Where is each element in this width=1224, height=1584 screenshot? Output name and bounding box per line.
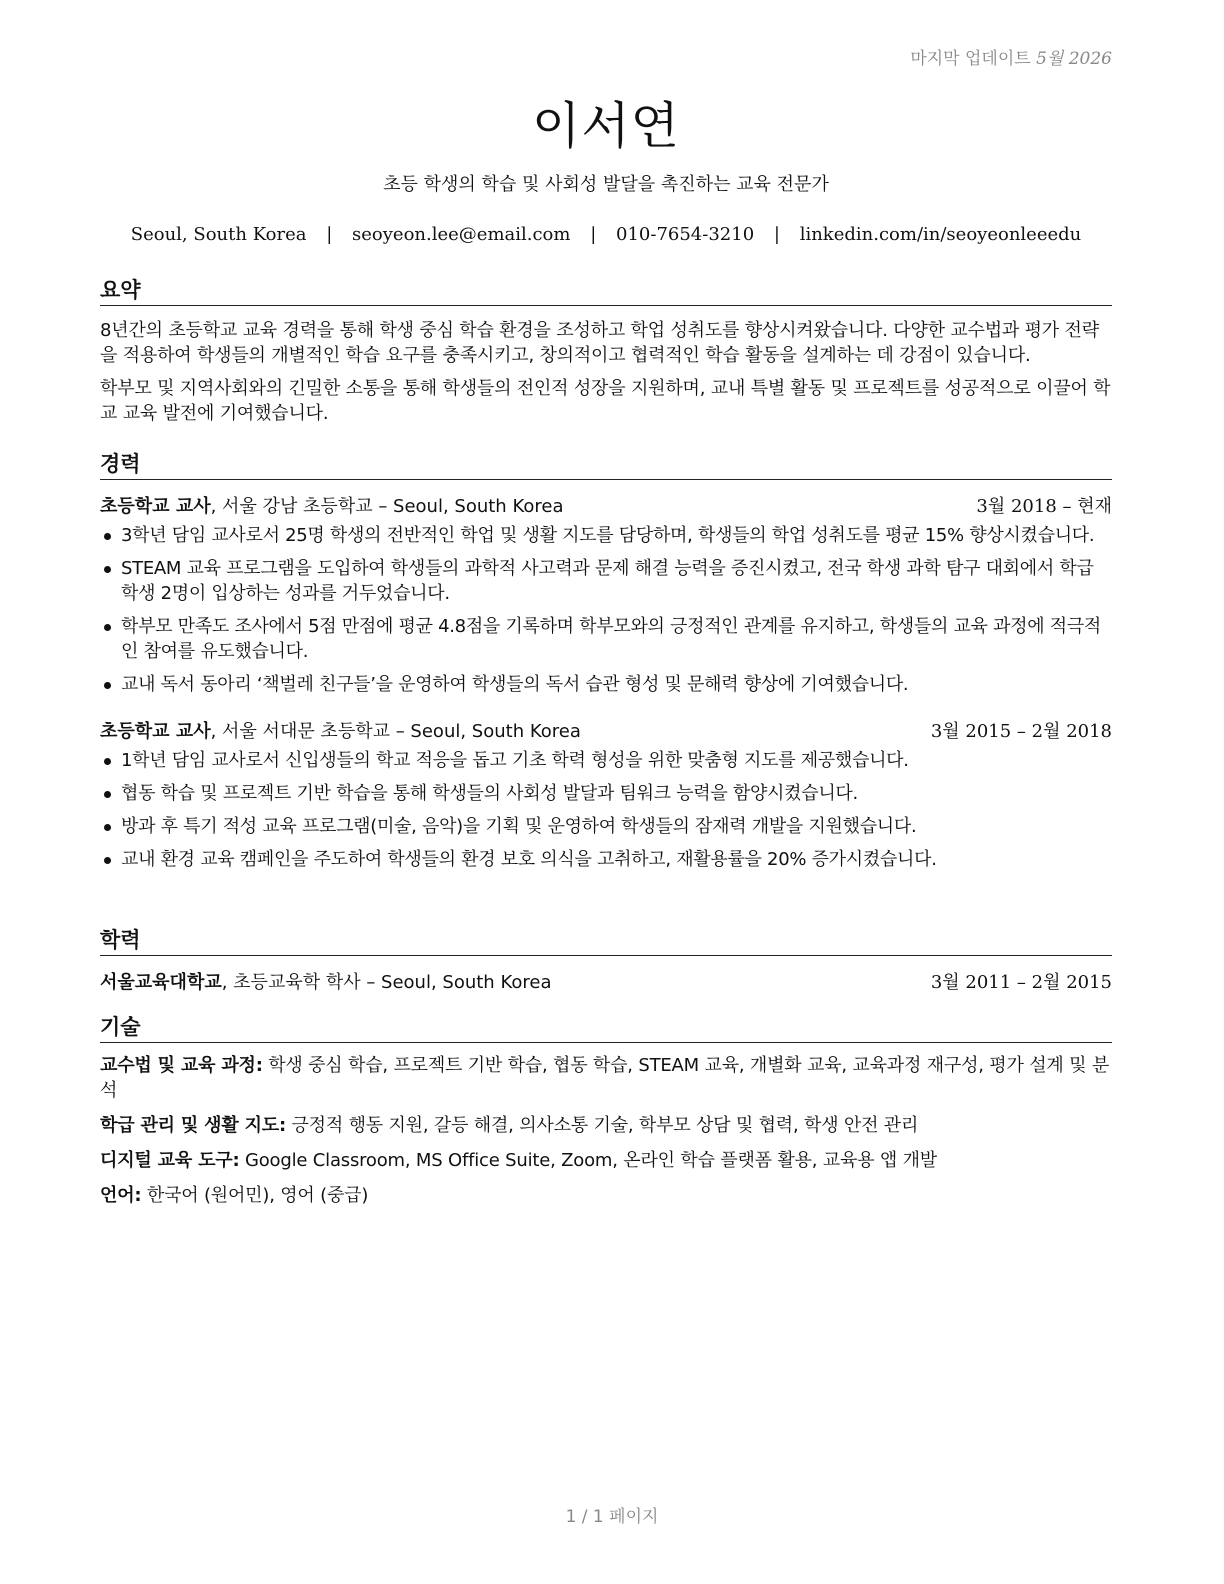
skill-label: 언어:: [100, 1185, 142, 1206]
skill-text: 학생 중심 학습, 프로젝트 기반 학습, 협동 학습, STEAM 교육, 개별화 교육, 교육과정 재구성, 평가 설계 및 분석: [100, 1055, 1110, 1101]
section-title: 학력: [100, 926, 1112, 956]
list-item: 3학년 담임 교사로서 25명 학생의 전반적인 학업 및 생활 지도를 담당하며, 학생들의 학업 성취도를 평균 15% 향상시켰습니다.: [100, 523, 1112, 548]
contact-linkedin[interactable]: linkedin.com/in/seoyeonleeedu: [799, 224, 1082, 245]
job-role: 초등학교 교사: [100, 496, 211, 517]
skill-label: 디지털 교육 도구:: [100, 1150, 240, 1171]
list-item: 1학년 담임 교사로서 신입생들의 학교 적응을 돕고 기초 학력 형성을 위한 맞춤형 지도를 제공했습니다.: [100, 748, 1112, 773]
summary-paragraph: 8년간의 초등학교 교육 경력을 통해 학생 중심 학습 환경을 조성하고 학업 성취도를 향상시켜왔습니다. 다양한 교수법과 평가 전략을 적용하여 학생들의 개별적인 학습 요구를 충족시키고, 창의적이고 협력적인 학습 활동을 설계하는 데 강점이 있습니다.: [100, 320, 1099, 366]
degree-detail: , 초등교육학 학사 – Seoul, South Korea: [221, 972, 552, 993]
skill-label: 학급 관리 및 생활 지도:: [100, 1115, 286, 1136]
education-section: [100, 926, 1112, 995]
skill-item: [100, 1113, 1112, 1138]
list-item: 교내 환경 교육 캠페인을 주도하여 학생들의 환경 보호 의식을 고취하고, 재활용률을 20% 증가시켰습니다.: [100, 847, 1112, 872]
list-item: 방과 후 특기 적성 교육 프로그램(미술, 음악)을 기획 및 운영하여 학생들의 잠재력 개발을 지원했습니다.: [100, 814, 1112, 839]
skills-section: [100, 1013, 1112, 1208]
job-header: [100, 494, 1112, 519]
contact-line: [100, 224, 1112, 245]
job-dates: 3월 2015 – 2월 2018: [930, 721, 1112, 742]
education-dates: 3월 2011 – 2월 2015: [930, 972, 1112, 993]
page-number: 1 / 1 페이지: [565, 1507, 659, 1527]
skill-text: 긍정적 행동 지원, 갈등 해결, 의사소통 기술, 학부모 상담 및 협력, 학생 안전 관리: [285, 1115, 919, 1136]
job-title-line: [100, 719, 581, 744]
contact-separator: |: [590, 224, 597, 245]
summary-section: [100, 276, 1112, 426]
job-role: 초등학교 교사: [100, 721, 211, 742]
school-name: 서울교육대학교: [100, 972, 222, 993]
skill-label: 교수법 및 교육 과정:: [100, 1055, 263, 1076]
experience-section: [100, 450, 1112, 880]
job-org: , 서울 강남 초등학교 – Seoul, South Korea: [210, 496, 564, 517]
section-title: 경력: [100, 450, 1112, 480]
skill-item: [100, 1183, 1112, 1208]
list-item: 협동 학습 및 프로젝트 기반 학습을 통해 학생들의 사회성 발달과 팀워크 능력을 함양시켰습니다.: [100, 781, 1112, 806]
last-updated: [910, 44, 1112, 69]
list-item: 교내 독서 동아리 ‘책벌레 친구들’을 운영하여 학생들의 독서 습관 형성 및 문해력 향상에 기여했습니다.: [100, 672, 1112, 697]
education-entry: [100, 970, 1112, 995]
list-item: 학부모 만족도 조사에서 5점 만점에 평균 4.8점을 기록하며 학부모와의 긍정적인 관계를 유지하고, 학생들의 교육 과정에 적극적인 참여를 유도했습니다.: [100, 614, 1112, 664]
job-title-line: [100, 494, 563, 519]
skill-text: 한국어 (원어민), 영어 (중급): [141, 1185, 369, 1206]
last-updated-date: 5월 2026: [1036, 49, 1112, 69]
education-title-line: [100, 970, 551, 995]
tagline: 초등 학생의 학습 및 사회성 발달을 촉진하는 교육 전문가: [383, 174, 829, 195]
section-title: 기술: [100, 1013, 1112, 1043]
contact-separator: |: [326, 224, 333, 245]
contact-location: Seoul, South Korea: [130, 224, 307, 245]
job-dates: 3월 2018 – 현재: [976, 496, 1112, 517]
job-bullets: [100, 523, 1112, 697]
contact-separator: |: [773, 224, 780, 245]
candidate-name: 이서연: [532, 97, 680, 155]
skill-text: Google Classroom, MS Office Suite, Zoom, 온라인 학습 플랫폼 활용, 교육용 앱 개발: [239, 1150, 937, 1171]
job-org: , 서울 서대문 초등학교 – Seoul, South Korea: [210, 721, 581, 742]
summary-paragraph: 학부모 및 지역사회와의 긴밀한 소통을 통해 학생들의 전인적 성장을 지원하며, 교내 특별 활동 및 프로젝트를 성공적으로 이끌어 학교 교육 발전에 기여했습니다.: [100, 378, 1111, 424]
job-bullets: [100, 748, 1112, 872]
skill-item: [100, 1148, 1112, 1173]
job-header: [100, 719, 1112, 744]
last-updated-label: 마지막 업데이트: [910, 49, 1031, 69]
list-item: STEAM 교육 프로그램을 도입하여 학생들의 과학적 사고력과 문제 해결 능력을 증진시켰고, 전국 학생 과학 탐구 대회에서 학급 학생 2명이 입상하는 성과를 거두었습니다.: [100, 556, 1112, 606]
contact-phone: 010-7654-3210: [616, 224, 755, 245]
skill-item: [100, 1053, 1112, 1103]
section-title: 요약: [100, 276, 1112, 306]
contact-email[interactable]: seoyeon.lee@email.com: [352, 224, 571, 245]
